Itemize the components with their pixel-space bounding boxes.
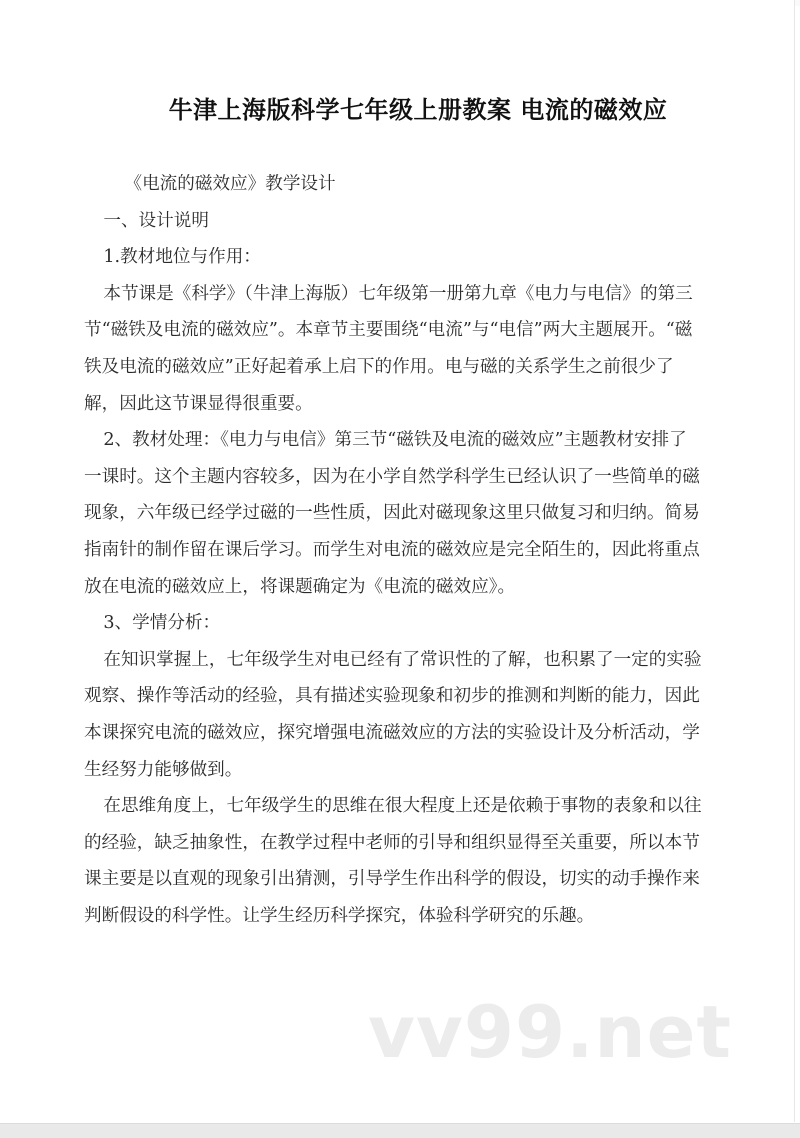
- paragraph: 2、教材处理：《电力与电信》第三节“磁铁及电流的磁效应”主题教材安排了一课时。这个主题内容较多，因为在小学自然学科学生已经认识了一些简单的磁现象，六年级已经学过磁的一些性质，因此对磁现象这里只做复习和归纳。简易指南针的制作留在课后学习。而学生对电流的磁效应是完全陌生的，因此将重点放在电流的磁效应上，将课题确定为《电流的磁效应》。: [84, 430, 700, 597]
- document-subtitle: 《电流的磁效应》教学设计: [124, 174, 336, 194]
- item-heading: 1.教材地位与作用：: [103, 247, 261, 268]
- paragraph: 在知识掌握上，七年级学生对电已经有了常识性的了解，也积累了一定的实验观察、操作等活动的经验，具有描述实验现象和初步的推测和判断的能力，因此本课探究电流的磁效应，探究增强电流磁效应的方法的实验设计及分析活动，学生经努力能够做到。: [84, 649, 702, 780]
- item-heading: 3、学情分析：: [103, 613, 221, 634]
- document-title: 牛津上海版科学七年级上册教案 电流的磁效应: [168, 96, 668, 124]
- watermark: vv99.net: [368, 990, 732, 1074]
- section-heading: 一、设计说明: [103, 210, 209, 231]
- page-bottom-band: [0, 1123, 800, 1138]
- paragraph: 本节课是《科学》（牛津上海版）七年级第一册第九章《电力与电信》的第三节“磁铁及电流的磁效应”。本章节主要围绕“电流”与“电信”两大主题展开。“磁铁及电流的磁效应”正好起着承上启下的作用。电与磁的关系学生之前很少了解，因此这节课显得很重要。: [84, 283, 693, 414]
- paragraph: 在思维角度上，七年级学生的思维在很大程度上还是依赖于事物的表象和以往的经验，缺乏抽象性，在教学过程中老师的引导和组织显得至关重要，所以本节课主要是以直观的现象引出猜测，引导学生作出科学的假设，切实的动手操作来判断假设的科学性。让学生经历科学探究，体验科学研究的乐趣。: [84, 796, 702, 926]
- document-body: [84, 166, 704, 934]
